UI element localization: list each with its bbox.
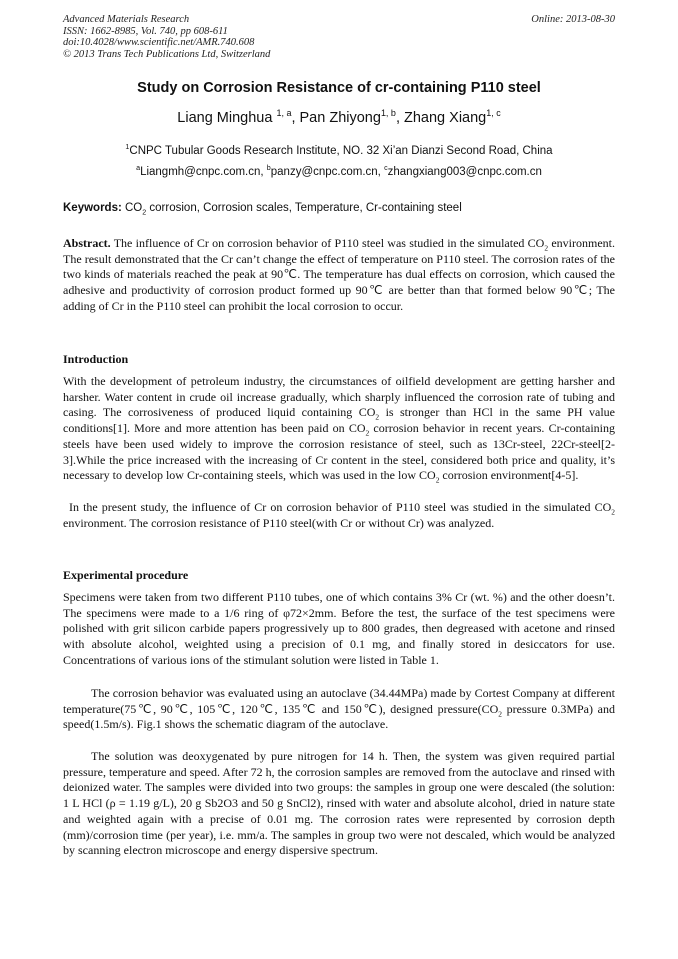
author-separator: , (395, 110, 404, 126)
abstract-paragraph (63, 236, 615, 315)
experimental-heading: Experimental procedure (63, 568, 189, 582)
keywords-text: corrosion, Corrosion scales, Temperature, Cr-containing steel (146, 202, 462, 214)
abstract-text: The influence of Cr on corrosion behavior of P110 steel was studied in the simulated CO (110, 236, 545, 250)
author-sup: 1, b (380, 108, 396, 119)
abstract-text: environment. The result demonstrated that the Cr can’t change the effect of temperature on P110 steel. The corrosion rates of the two kinds of materials reached the peak at 90℃. The temperature has dual effects on corrosion, which caused the adhesive and productivity of corrosion product formed up 90℃ are better than that formed below 90℃; The adding of Cr in the P110 steel can prohibit the local corrosion to occur. (63, 236, 615, 313)
paragraph-text: environment. The corrosion resistance of P110 steel(with Cr or without Cr) was analyzed. (63, 515, 495, 530)
paper-title: Study on Corrosion Resistance of cr-containing P110 steel (137, 80, 541, 96)
experimental-paragraph: The solution was deoxygenated by pure nitrogen for 14 h. Then, the system was given required partial pressure, temperature and speed. After 72 h, the corrosion samples are removed from the autoclave and rinsed with deionized water. The samples were divided into two groups: the samples in group one were descaled (the solution: 1 L HCl (ρ = 1.19 g/L), 20 g Sb2O3 and 50 g SnCl2), rinsed with water and absolute alcohol, dried in nature state and weighted again with a precise of 0.01 mg. The corrosion rates were represented by corrosion depth (mm)/corrosion time (per year), i.e. mm/a. The samples in group two were not descaled, which would be analyzed by scanning electron microscope and energy dispersive spectrum. (63, 749, 615, 858)
introduction-heading: Introduction (63, 352, 129, 366)
email-sup: a (136, 164, 141, 173)
keywords-label: Keywords: (63, 202, 122, 214)
experimental-paragraph: Specimens were taken from two different P110 tubes, one of which contains 3% Cr (wt. %) and the other doesn’t. The specimens were made to a 1/6 ring of φ72×2mm. Before the test, the surface of the test specimens were polished with grit silicon carbide papers progressively up to 800 grades, then degreased with acetone and rinsed with absolute alcohol, weighted using a precision of 0.1 mg, and finally stored in desiccators for use. Concentrations of various ions of the stimulant solution were listed in Table 1. (63, 590, 615, 667)
paragraph-text: corrosion behavior in recent years. Cr-containing steels have been used widely to improve the corrosion resistance of steel, such as 13Cr-steel, 22Cr-steel[2-3].While the price increased with the increasing of Cr content in the steel, considered both price and quality, it’s necessary to develop low Cr-containing steels, which was used in the low CO (63, 421, 615, 483)
email-list (0, 166, 678, 178)
keywords-text: CO (121, 202, 143, 214)
subscript: 2 (498, 709, 502, 719)
subscript: 2 (435, 475, 440, 485)
paragraph-text: corrosion environment[4-5]. (439, 468, 579, 483)
author-name: Pan Zhiyong (299, 110, 381, 126)
journal-header (63, 14, 270, 60)
subscript: 2 (544, 243, 549, 253)
introduction-paragraph (63, 500, 615, 531)
email-address[interactable]: panzy@cnpc.com.cn, (270, 166, 385, 178)
affiliation (0, 145, 678, 157)
subscript: 2 (611, 507, 615, 517)
copyright-line: © 2013 Trans Tech Publications Ltd, Switzerland (63, 48, 271, 60)
author-sup: 1, c (486, 108, 501, 119)
author-name: Liang Minghua (177, 110, 277, 126)
paragraph-text: pressure 0.3MPa) and speed(1.5m/s). Fig.1 shows the schematic diagram of the autoclave. (63, 701, 615, 732)
introduction-paragraph (63, 374, 615, 484)
email-sup: c (384, 164, 388, 173)
author-list (0, 110, 678, 126)
subscript: 2 (365, 428, 370, 438)
affiliation-sup: 1 (125, 143, 130, 152)
journal-name: Advanced Materials Research (63, 14, 190, 25)
author-name: Zhang Xiang (404, 110, 487, 126)
email-sup: b (266, 164, 271, 173)
affiliation-text: CNPC Tubular Goods Research Institute, NO. 32 Xi’an Dianzi Second Road, China (129, 145, 553, 157)
issn-line: ISSN: 1662-8985, Vol. 740, pp 608-611 (63, 25, 228, 37)
doi-line: doi:10.4028/www.scientific.net/AMR.740.608 (63, 37, 255, 48)
paragraph-text: is stronger than HCl in the same PH value conditions[1]. More and more attention has been paid on CO (63, 405, 616, 436)
paragraph-text: The corrosion behavior was evaluated using an autoclave (34.44MPa) made by Cortest Company at different temperature(75℃, 90℃, 105℃, 120℃, 135℃ and 150℃), designed pressure(CO (63, 686, 615, 716)
email-address[interactable]: zhangxiang003@cnpc.com.cn (387, 166, 542, 178)
paragraph-text: In the present study, the influence of Cr on corrosion behavior of P110 steel was studied in the simulated CO (69, 500, 612, 514)
author-sup: 1, a (276, 108, 292, 119)
abstract-label: Abstract. (63, 236, 111, 250)
email-address[interactable]: Liangmh@cnpc.com.cn, (140, 166, 267, 178)
subscript: 2 (142, 208, 147, 217)
experimental-paragraph (63, 686, 615, 733)
online-date: Online: 2013-08-30 (531, 14, 615, 25)
keywords-line (63, 202, 615, 217)
paragraph-text: With the development of petroleum industry, the circumstances of oilfield development are getting harsher and harsher. Water content in crude oil increase gradually, which sharply influenced the corrosion rate of tubing and casing. The corrosiveness of produced liquid containing CO (63, 374, 615, 420)
author-separator: , (291, 110, 300, 126)
subscript: 2 (375, 412, 380, 422)
